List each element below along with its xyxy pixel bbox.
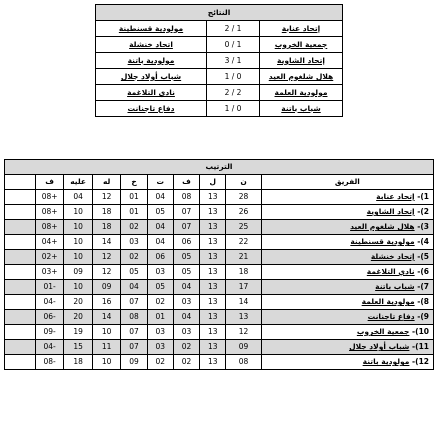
team-name: مولودية باتنة (362, 357, 410, 367)
stat-drawn: 06 (147, 250, 173, 265)
team-rank: 11)- (412, 342, 429, 352)
stat-played: 13 (200, 265, 226, 280)
team-name-cell (261, 265, 433, 280)
stat-ga: 19 (64, 325, 93, 340)
team-rank: 5)- (417, 252, 429, 262)
standings-row (5, 220, 434, 235)
stat-won: 07 (173, 220, 199, 235)
stat-won: 08 (173, 190, 199, 205)
stat-diff: +04 (35, 235, 64, 250)
team-name: إتحاد خنشلة (370, 252, 415, 262)
stat-won: 05 (173, 265, 199, 280)
home-team: إتحاد عنابة (260, 21, 343, 37)
stat-drawn: 02 (147, 355, 173, 370)
stat-drawn: 01 (147, 310, 173, 325)
rank-spacer (5, 295, 36, 310)
stat-played: 13 (200, 280, 226, 295)
stat-played: 13 (200, 205, 226, 220)
results-row (96, 21, 343, 37)
away-team: مولودية باتنة (96, 53, 207, 69)
stat-diff: -04 (35, 340, 64, 355)
team-name: دفاع تاجنانت (367, 312, 415, 322)
team-name: نادي التلاغمة (366, 267, 415, 277)
header-goal-diff: ف (35, 175, 64, 190)
stat-ga: 18 (64, 355, 93, 370)
rank-spacer (5, 325, 36, 340)
stat-won: 07 (173, 205, 199, 220)
stat-ga: 10 (64, 250, 93, 265)
stat-lost: 07 (121, 295, 147, 310)
rank-spacer (5, 265, 36, 280)
home-team: شباب باتنة (260, 101, 343, 117)
header-rank-spacer (5, 175, 36, 190)
stat-diff: -09 (35, 325, 64, 340)
stat-played: 13 (200, 295, 226, 310)
stat-played: 13 (200, 340, 226, 355)
results-table (95, 4, 343, 117)
team-rank: 4)- (417, 237, 429, 247)
stat-drawn: 03 (147, 340, 173, 355)
stat-diff: -06 (35, 310, 64, 325)
stat-ga: 15 (64, 340, 93, 355)
team-name-cell (261, 340, 433, 355)
team-name-cell (261, 190, 433, 205)
stat-lost: 01 (121, 205, 147, 220)
away-team: نادي التلاغمة (96, 85, 207, 101)
stat-pts: 14 (226, 295, 261, 310)
stat-pts: 25 (226, 220, 261, 235)
team-rank: 12)- (412, 357, 429, 367)
stat-diff: +02 (35, 250, 64, 265)
rank-spacer (5, 205, 36, 220)
stat-played: 13 (200, 250, 226, 265)
stat-won: 06 (173, 235, 199, 250)
team-name-cell (261, 235, 433, 250)
team-name: إتحاد الشاوية (366, 207, 415, 217)
stat-diff: +08 (35, 190, 64, 205)
stat-pts: 13 (226, 310, 261, 325)
stat-lost: 02 (121, 250, 147, 265)
home-team: جمعية الخروب (260, 37, 343, 53)
team-rank: 8)- (417, 297, 429, 307)
stat-won: 03 (173, 325, 199, 340)
results-body (96, 21, 343, 117)
team-name-cell (261, 325, 433, 340)
stat-gf: 14 (92, 310, 121, 325)
team-name: جمعية الخروب (356, 327, 410, 337)
stat-drawn: 03 (147, 265, 173, 280)
header-drawn: ت (147, 175, 173, 190)
stat-gf: 12 (92, 190, 121, 205)
stat-played: 13 (200, 310, 226, 325)
header-lost: خ (121, 175, 147, 190)
stat-diff: -01 (35, 280, 64, 295)
stat-drawn: 04 (147, 235, 173, 250)
away-team: شباب أولاد جلال (96, 69, 207, 85)
rank-spacer (5, 235, 36, 250)
team-name: شباب باتنة (375, 282, 415, 292)
stat-pts: 09 (226, 340, 261, 355)
results-row (96, 85, 343, 101)
stat-lost: 07 (121, 325, 147, 340)
stat-lost: 09 (121, 355, 147, 370)
stat-gf: 12 (92, 250, 121, 265)
team-name-cell (261, 250, 433, 265)
team-rank: 2)- (417, 207, 429, 217)
stat-diff: -04 (35, 295, 64, 310)
stat-won: 03 (173, 295, 199, 310)
stat-diff: +08 (35, 220, 64, 235)
team-name: مولودية العلمة (361, 297, 415, 307)
results-row (96, 101, 343, 117)
team-name: إتحاد عنابة (376, 192, 415, 202)
match-score: 0 / 1 (207, 101, 260, 117)
team-rank: 1)- (417, 192, 429, 202)
stat-played: 13 (200, 220, 226, 235)
stat-drawn: 02 (147, 295, 173, 310)
home-team: مولودية العلمة (260, 85, 343, 101)
away-team: دفاع تاجنانت (96, 101, 207, 117)
rank-spacer (5, 250, 36, 265)
team-name-cell (261, 280, 433, 295)
stat-pts: 12 (226, 325, 261, 340)
stat-gf: 14 (92, 235, 121, 250)
match-score: 1 / 0 (207, 37, 260, 53)
stat-gf: 18 (92, 220, 121, 235)
stat-drawn: 04 (147, 220, 173, 235)
results-row (96, 53, 343, 69)
stat-pts: 28 (226, 190, 261, 205)
stat-lost: 08 (121, 310, 147, 325)
standings-row (5, 325, 434, 340)
rank-spacer (5, 355, 36, 370)
team-name: مولودية قسنطينة (350, 237, 415, 247)
team-name: هلال شلغوم العيد (350, 222, 415, 232)
stat-gf: 18 (92, 205, 121, 220)
stat-diff: +03 (35, 265, 64, 280)
stat-diff: -08 (35, 355, 64, 370)
match-score: 1 / 3 (207, 53, 260, 69)
stat-ga: 04 (64, 190, 93, 205)
team-rank: 6)- (417, 267, 429, 277)
stat-ga: 10 (64, 220, 93, 235)
stat-won: 02 (173, 355, 199, 370)
stat-played: 13 (200, 325, 226, 340)
stat-lost: 05 (121, 265, 147, 280)
stat-gf: 12 (92, 265, 121, 280)
stat-lost: 03 (121, 235, 147, 250)
standings-row (5, 265, 434, 280)
header-goals-for: له (92, 175, 121, 190)
stat-ga: 10 (64, 205, 93, 220)
stat-drawn: 03 (147, 325, 173, 340)
stat-pts: 26 (226, 205, 261, 220)
stat-lost: 07 (121, 340, 147, 355)
team-rank: 7)- (417, 282, 429, 292)
header-team: الفريق (261, 175, 433, 190)
standings-title: الترتيب (5, 160, 434, 175)
team-name-cell (261, 355, 433, 370)
team-rank: 9)- (417, 312, 429, 322)
stat-gf: 16 (92, 295, 121, 310)
stat-drawn: 05 (147, 205, 173, 220)
match-score: 1 / 2 (207, 21, 260, 37)
rank-spacer (5, 340, 36, 355)
results-row (96, 37, 343, 53)
standings-row (5, 295, 434, 310)
match-score: 2 / 2 (207, 85, 260, 101)
results-row (96, 69, 343, 85)
standings-header-row (5, 175, 434, 190)
standings-row (5, 235, 434, 250)
standings-row (5, 250, 434, 265)
rank-spacer (5, 310, 36, 325)
away-team: مولودية قسنطينة (96, 21, 207, 37)
stat-played: 13 (200, 355, 226, 370)
home-team: إتحاد الشاوية (260, 53, 343, 69)
header-goals-against: عليه (64, 175, 93, 190)
stat-lost: 04 (121, 280, 147, 295)
standings-row (5, 205, 434, 220)
team-name-cell (261, 220, 433, 235)
stat-ga: 09 (64, 265, 93, 280)
stat-gf: 09 (92, 280, 121, 295)
header-points: ن (226, 175, 261, 190)
standings-row (5, 310, 434, 325)
header-won: ف (173, 175, 199, 190)
away-team: اتحاد خنشلة (96, 37, 207, 53)
team-name: شباب أولاد جلال (349, 342, 410, 352)
stat-pts: 08 (226, 355, 261, 370)
stat-diff: +08 (35, 205, 64, 220)
match-score: 0 / 1 (207, 69, 260, 85)
stat-gf: 10 (92, 355, 121, 370)
stat-lost: 02 (121, 220, 147, 235)
standings-row (5, 355, 434, 370)
stat-gf: 11 (92, 340, 121, 355)
stat-won: 05 (173, 250, 199, 265)
team-name-cell (261, 310, 433, 325)
team-name-cell (261, 295, 433, 310)
rank-spacer (5, 280, 36, 295)
stat-ga: 20 (64, 295, 93, 310)
stat-ga: 10 (64, 235, 93, 250)
rank-spacer (5, 220, 36, 235)
stat-played: 13 (200, 190, 226, 205)
standings-row (5, 340, 434, 355)
home-team: هلال شلغوم العيد (260, 69, 343, 85)
stat-pts: 21 (226, 250, 261, 265)
stat-pts: 22 (226, 235, 261, 250)
stat-won: 02 (173, 340, 199, 355)
stat-drawn: 04 (147, 190, 173, 205)
team-rank: 10)- (412, 327, 429, 337)
standings-row (5, 190, 434, 205)
header-played: ل (200, 175, 226, 190)
standings-body (5, 190, 434, 370)
results-title: النتائج (96, 5, 343, 21)
team-rank: 3)- (417, 222, 429, 232)
stat-ga: 20 (64, 310, 93, 325)
standings-row (5, 280, 434, 295)
team-name-cell (261, 205, 433, 220)
stat-lost: 01 (121, 190, 147, 205)
standings-table (4, 159, 434, 370)
stat-pts: 18 (226, 265, 261, 280)
stat-won: 04 (173, 310, 199, 325)
stat-gf: 10 (92, 325, 121, 340)
stat-pts: 17 (226, 280, 261, 295)
stat-ga: 10 (64, 280, 93, 295)
rank-spacer (5, 190, 36, 205)
stat-played: 13 (200, 235, 226, 250)
stat-won: 04 (173, 280, 199, 295)
stat-drawn: 05 (147, 280, 173, 295)
